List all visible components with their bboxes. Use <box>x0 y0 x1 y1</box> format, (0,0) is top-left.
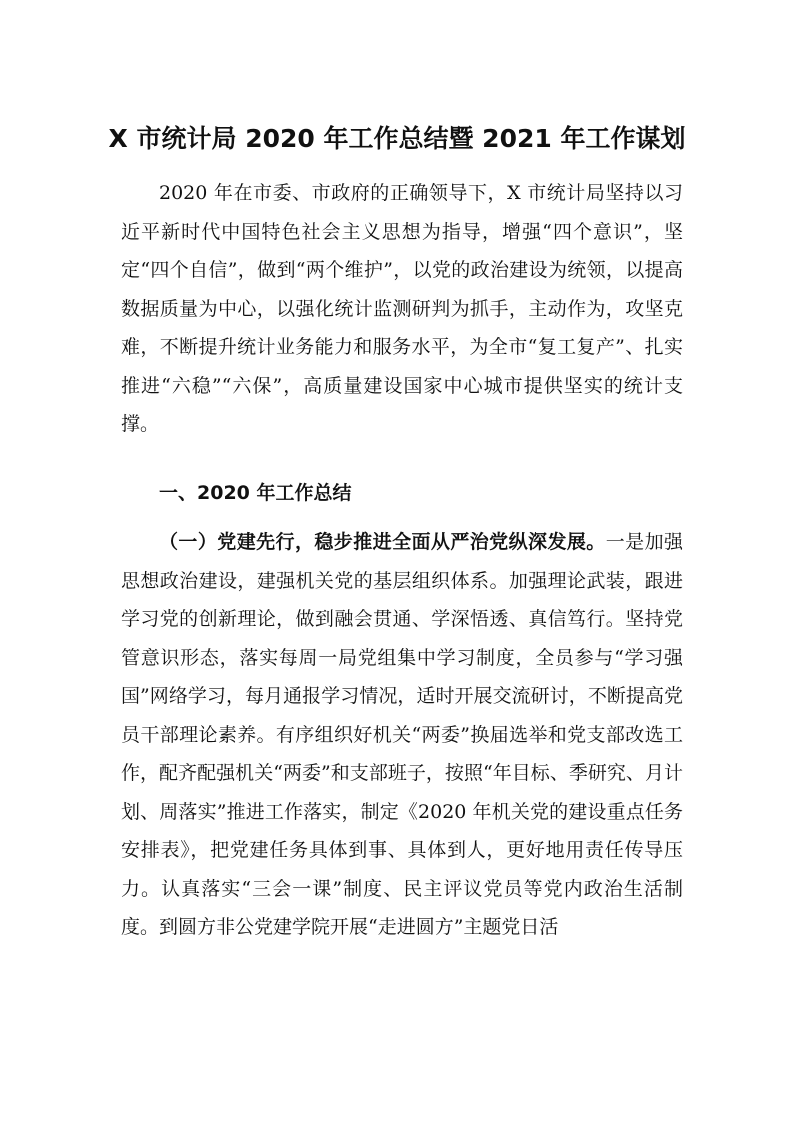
intro-paragraph: 2020 年在市委、市政府的正确领导下，X 市统计局坚持以习近平新时代中国特色社会主义思想为指导，增强“四个意识”，坚定“四个自信”，做到“两个维护”，以党的政治建设为统领，以提高数据质量为中心，以强化统计监测研判为抓手，主动作为，攻坚克难，不断提升统计业务能力和服务水平，为全市“复工复产”、扎实推进“六稳”“六保”，高质量建设国家中心城市提供坚实的统计支撑。 <box>121 182 683 435</box>
subsection-body-party-building: 一是加强思想政治建设，建强机关党的基层组织体系。加强理论武装，跟进学习党的创新理论，做到融会贯通、学深悟透、真信笃行。坚持党管意识形态，落实每周一局党组集中学习制度，全员参与“学习强国”网络学习，每月通报学习情况，适时开展交流研讨，不断提高党员干部理论素养。有序组织好机关“两委”换届选举和党支部改选工作，配齐配强机关“两委”和支部班子，按照“年目标、季研究、月计划、周落实”推进工作落实，制定《2020 年机关党的建设重点任务安排表》，把党建任务具体到事、具体到人，更好地用责任传导压力。认真落实“三会一课”制度、民主评议党员等党内政治生活制度。到圆方非公党建学院开展“走进圆方”主题党日活 <box>121 531 683 938</box>
subsection-heading-party-building: （一）党建先行，稳步推进全面从严治党纵深发展。 <box>159 531 606 553</box>
subsection-paragraph-party-building <box>121 523 683 947</box>
document-title: X 市统计局 2020 年工作总结暨 2021 年工作谋划 <box>108 124 686 153</box>
section-heading-2020-summary: 一、2020 年工作总结 <box>159 482 352 504</box>
